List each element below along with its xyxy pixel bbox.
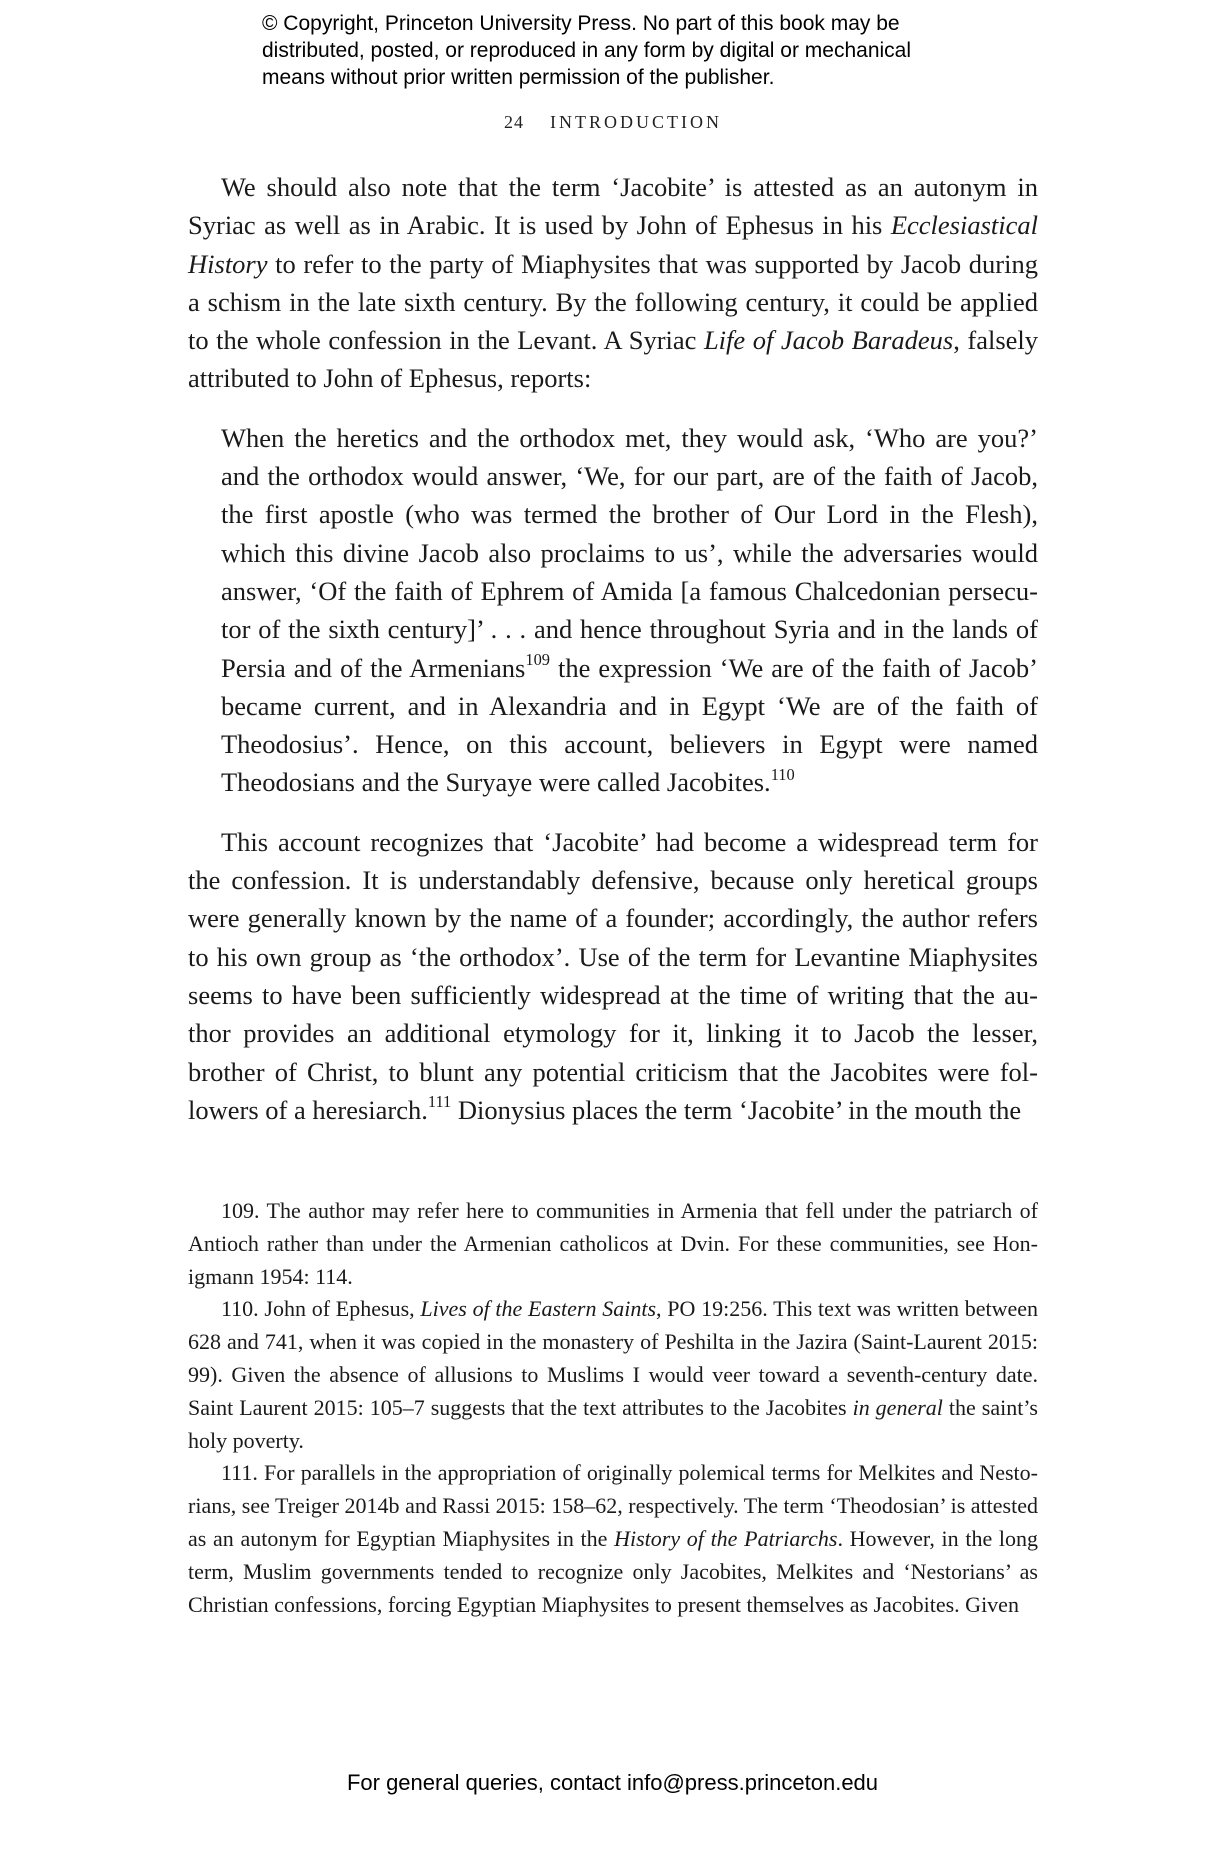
copyright-line-2: distributed, posted, or reproduced in any form by digital or mechanical xyxy=(262,39,912,62)
quote-text-b: the expression ‘We are of the faith of Jacob’ became current, and in Alexandria and in Egypt ‘We are of the faith of Theodosius’. Hence, on this account, believers in Egypt were named Theodosians and the Suryaye were called Jacobites. xyxy=(221,652,1038,798)
footer-contact: For general queries, contact info@press.princeton.edu xyxy=(346,1770,879,1795)
paragraph-1-text-c: , falsely attributed to John of Ephesus, reports: xyxy=(188,325,1039,394)
paragraph-2-text-b: Dionysius places the term ‘Jacobite’ in the mouth the xyxy=(451,1094,1022,1125)
footnote-110-text-a: 110. John of Ephesus, xyxy=(221,1296,421,1322)
title-life-of-jacob-baradeus: Life of Jacob Baradeus xyxy=(703,325,954,356)
footnotes xyxy=(188,1195,1038,1621)
emphasis-in-general: in general xyxy=(852,1394,943,1420)
footnote-109: 109. The author may refer here to communities in Armenia that fell under the patriarch of Antioch rather than under the Armenian catholicos at Dvin. For these communities, see Hon-igmann 1954: 114. xyxy=(188,1198,1038,1289)
footnote-ref-110[interactable]: 110 xyxy=(770,764,795,784)
copyright-line-3: means without prior written permission of the publisher. xyxy=(262,66,775,89)
paragraph-2 xyxy=(188,823,1038,1129)
main-text xyxy=(188,168,1038,1129)
quote-text-a: When the heretics and the orthodox met, they would ask, ‘Who are you?’ and the orthodox would answer, ‘We, for our part, are of the faith of Jacob, the first apostle (who was termed the brother of Our Lord in the Flesh), which this divine Jacob also proclaims to us’, while the adversaries would answer, ‘Of the faith of Ephrem of Amida [a famous Chalcedonian persecu-tor of the sixth century]’ . . . and hence throughout Syria and in the lands of Persia and of the Armenians xyxy=(221,422,1038,683)
footnote-111-text-a: 111. For parallels in the appropriation of originally polemical terms for Melkites and Nesto-rians, see Treiger 2014b and Rassi 2015: 158–62, respectively. The term ‘Theodosian’ is attested as an autonym for Egyptian Miaphysites in the xyxy=(188,1460,1038,1551)
page-number: 24 xyxy=(504,112,524,132)
footnote-111 xyxy=(188,1457,1038,1621)
paragraph-1 xyxy=(188,168,1038,398)
title-history-of-patriarchs: History of the Patriarchs xyxy=(614,1525,838,1551)
title-ecclesiastical-history: Ecclesiastical History xyxy=(188,210,1038,279)
footnote-110-text-b: , PO 19:256. This text was written between 628 and 741, when it was copied in the monastery of Peshilta in the Jazira (Saint-Laurent 2015: 99). Given the absence of allusions to Muslims I would veer toward a seventh-century date. Saint Laurent 2015: 105–7 suggests that the text attributes to the Jacobites xyxy=(188,1296,1039,1420)
footnote-110 xyxy=(188,1293,1038,1457)
section-title: INTRODUCTION xyxy=(550,112,722,132)
copyright-line-1: © Copyright, Princeton University Press. No part of this book may be xyxy=(262,12,900,35)
footnote-ref-111[interactable]: 111 xyxy=(427,1092,452,1112)
paragraph-1-text-a: We should also note that the term ‘Jacobite’ is attested as an autonym in Syriac as well as in Arabic. It is used by John of Ephesus in his xyxy=(188,172,1038,241)
title-lives-of-eastern-saints: Lives of the Eastern Saints xyxy=(420,1296,657,1322)
footnote-ref-109[interactable]: 109 xyxy=(525,650,551,670)
running-head xyxy=(188,112,1038,133)
copyright-notice xyxy=(262,10,1002,91)
footnote-111-text-b: . However, in the long term, Muslim governments tended to recognize only Jacobites, Melkites and ‘Nestorians’ as Christian confessions, forcing Egyptian Miaphysites to present themselves as Jacobites. Given xyxy=(188,1525,1038,1617)
block-quote xyxy=(221,419,1038,802)
footnote-110-text-c: the saint’s holy poverty. xyxy=(188,1394,1038,1453)
paragraph-1-text-b: to refer to the party of Miaphysites that was supported by Jacob during a schism in the late sixth century. By the following century, it could be applied to the whole confession in the Levant. A Syriac xyxy=(188,248,1038,356)
paragraph-2-text-a: This account recognizes that ‘Jacobite’ had become a widespread term for the confession. It is understandably defensive, because only heretical groups were generally known by the name of a founder; accordingly, the author refers to his own group as ‘the orthodox’. Use of the term for Levantine Miaphysites seems to have been sufficiently widespread at the time of writing that the au-thor provides an additional etymology for it, linking it to Jacob the lesser, brother of Christ, to blunt any potential criticism that the Jacobites were fol-lowers of a heresiarch. xyxy=(188,826,1038,1125)
